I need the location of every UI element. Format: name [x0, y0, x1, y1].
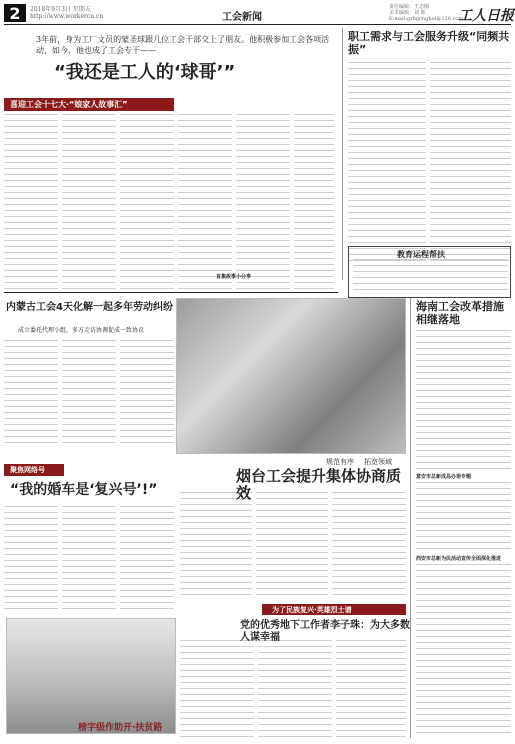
center-lower-col-2 [256, 492, 328, 600]
top-story-col-3 [120, 114, 174, 290]
right-lower-body-1 [416, 482, 511, 552]
right-mid-body [416, 330, 511, 470]
right-top-title: 职工需求与工会服务升级“同频共振” [348, 30, 510, 56]
lower-left-banner-text: 聚焦网络号 [10, 466, 45, 474]
top-story-col-6 [294, 114, 334, 290]
editor-email: E-mail:grbgonghui@126.com [389, 16, 464, 22]
bottom-col-3 [336, 640, 406, 738]
mid-left-col-1 [4, 340, 58, 448]
education-box-body [353, 259, 508, 295]
bottom-col-2 [258, 640, 332, 738]
right-top-col-2 [430, 62, 511, 262]
top-story-col-1 [4, 114, 58, 290]
bottom-banner [262, 604, 406, 615]
lower-left-col-3 [120, 506, 174, 612]
lower-left-col-2 [62, 506, 116, 612]
right-lower-label-1: 意安市总新成岛办语专题 [416, 474, 472, 480]
center-lower-col-3 [332, 492, 406, 600]
section-title: 工会新闻 [222, 12, 262, 23]
right-lower-body-2 [416, 564, 511, 738]
photo-caption-right: 拓宽领域 [364, 458, 392, 466]
right-mid-title: 海南工会改革措施相继落地 [416, 300, 504, 326]
top-story-col-2 [62, 114, 116, 290]
mid-small-label: 首集故事小分享 [216, 274, 252, 280]
right-lower-label-2: 西安市总新为民活动宣传全面深化推进 [416, 556, 502, 562]
mid-left-subtitle: 成立委托代理小组，多方走访协调促成一致协议 [18, 327, 145, 334]
top-story-title: “我还是工人的‘球哥’” [54, 62, 236, 83]
page-number: 2 [9, 3, 21, 23]
bottom-banner-text: 为了民族复兴·英雄烈士谱 [272, 605, 352, 614]
lower-left-col-1 [4, 506, 58, 612]
center-lower-col-1 [180, 492, 252, 600]
mid-left-col-3 [120, 340, 174, 448]
divider-right-top [342, 28, 343, 280]
top-story-col-4 [178, 114, 232, 290]
masthead: 工人日报 [458, 8, 514, 24]
page-number-box [4, 4, 26, 22]
date-line: 2018年9月3日 星期五 [30, 6, 91, 13]
photo-portrait [6, 618, 176, 734]
top-story-col-5 [236, 114, 290, 290]
photo-caption-left: 规范有序 [326, 458, 354, 466]
mid-rule [4, 292, 338, 293]
lower-left-title: “我的婚车是‘复兴号’!” [10, 482, 158, 498]
header-rule [4, 24, 511, 25]
editor-line-1: 责任编辑：王志刚 [389, 4, 430, 10]
photo-stamp: 榜字级作助开·扶贫路 [78, 723, 163, 733]
education-box [348, 246, 511, 298]
website: http://www.workercn.cn [30, 13, 104, 20]
top-story-banner-text: 喜迎工会十七大·“娘家人故事汇” [10, 100, 128, 109]
editor-line-2: 美术编辑：刘 晖 [389, 10, 426, 16]
bottom-title: 党的优秀地下工作者李子珠：为大多数人谋幸福 [240, 620, 410, 643]
center-lower-title: 烟台工会提升集体协商质效 [236, 467, 402, 502]
divider-right-mid [410, 298, 411, 738]
education-box-title: 教育运程帮扶 [397, 250, 445, 259]
right-top-col-1 [348, 62, 426, 262]
bottom-col-1 [180, 640, 254, 738]
lower-left-banner [4, 464, 64, 476]
mid-left-col-2 [62, 340, 116, 448]
mid-left-title: 内蒙古工会4天化解一起多年劳动纠纷 [6, 302, 173, 313]
photo-classroom [176, 298, 406, 454]
top-story-intro: 3年前，身为工厂文员的蒙圣球跟几位工会干部交上了朋友。他积极参加工会各项活动，如今，他也成了工会专干—— [36, 35, 330, 55]
top-story-banner [4, 98, 174, 111]
